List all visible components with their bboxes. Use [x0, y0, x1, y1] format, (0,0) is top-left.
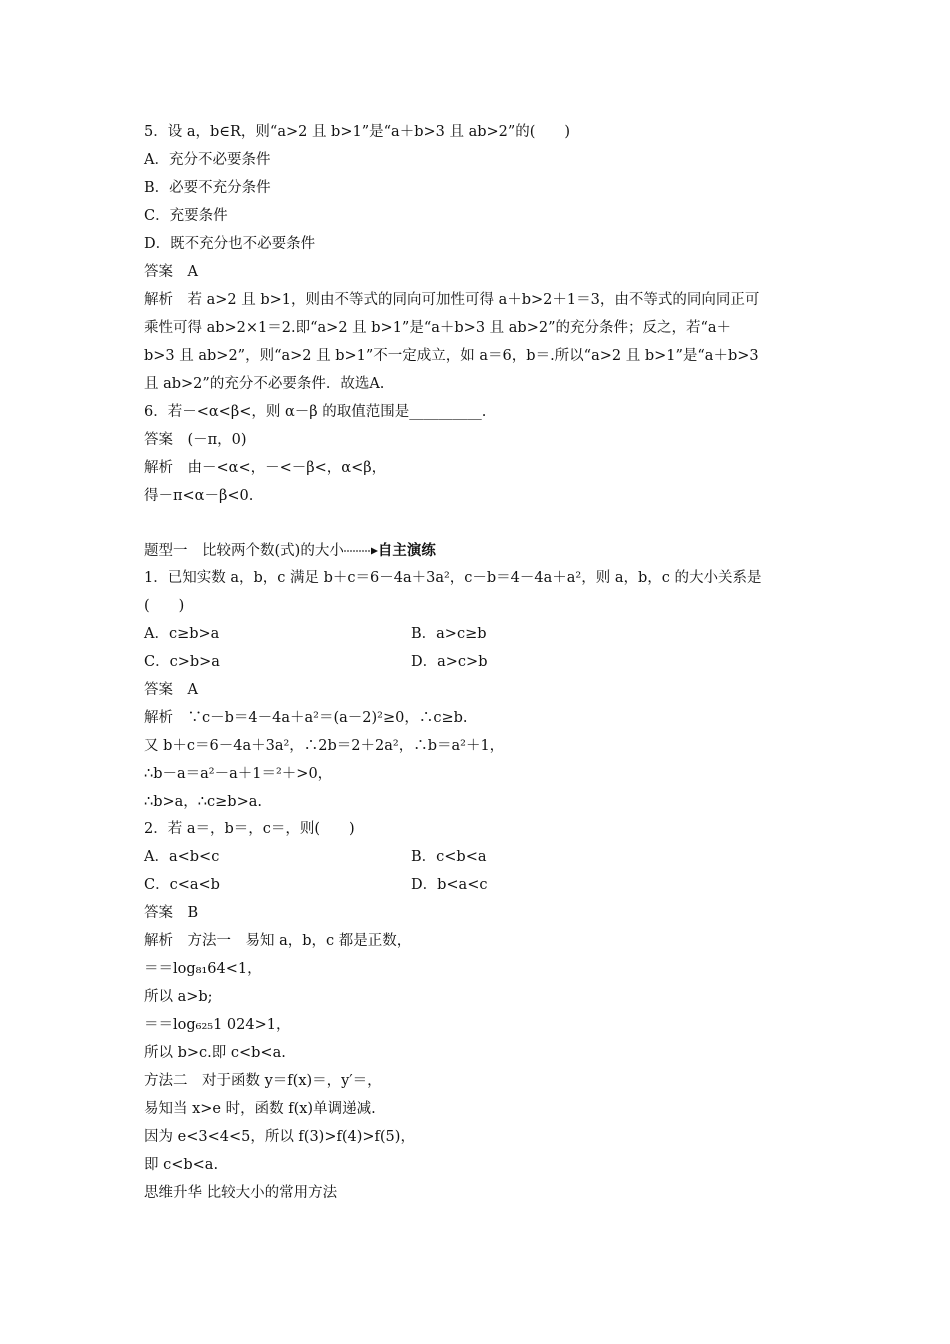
explanation-line: 解析 ∵c－b＝4－4a＋a²＝(a－2)²≥0，∴c≥b. — [144, 710, 468, 726]
explanation-line: 方法二 对于函数 y＝f(x)＝，y′＝， — [144, 1073, 382, 1089]
explanation-line: ∴b>a，∴c≥b>a. — [144, 794, 262, 810]
option-a: A．a<b<c — [144, 849, 220, 865]
explanation-line: b>3 且 ab>2”，则“a>2 且 b>1”不一定成立，如 a＝6，b＝.所以“a>2 且 b>1”是“a＋b>3 — [144, 348, 759, 364]
answer: 答案 A — [144, 264, 198, 280]
option-d: D．b<a<c — [411, 877, 488, 893]
answer: 答案 (－π，0) — [144, 432, 247, 448]
option-c: C．c>b>a — [144, 654, 220, 670]
question-5: 5．设 a，b∈R，则“a>2 且 b>1”是“a＋b>3 且 ab>2”的( ) — [144, 124, 571, 140]
option-c: C．充要条件 — [144, 208, 228, 224]
section-heading — [144, 541, 436, 561]
option-a: A．充分不必要条件 — [144, 152, 271, 168]
option-a: A．c≥b>a — [144, 626, 220, 642]
explanation-line: ＝＝log₈₁64<1， — [144, 961, 262, 977]
option-d: D．a>c>b — [411, 654, 488, 670]
problem-2: 2．若 a＝，b＝，c＝，则( ) — [144, 821, 355, 837]
explanation-line: 所以 b>c.即 c<b<a. — [144, 1045, 286, 1061]
section-tag: 自主演练 — [377, 543, 436, 559]
arrow-right-icon — [344, 546, 378, 556]
problem-1-paren: ( ) — [144, 598, 185, 614]
explanation-line: 因为 e<3<4<5，所以 f(3)>f(4)>f(5)， — [144, 1129, 415, 1145]
explanation-line: 解析 方法一 易知 a，b，c 都是正数， — [144, 933, 412, 949]
section-title: 题型一 比较两个数(式)的大小 — [144, 543, 344, 559]
explanation-line: 乘性可得 ab>2×1＝2.即“a>2 且 b>1”是“a＋b>3 且 ab>2”的充分条件；反之，若“a＋ — [144, 320, 732, 336]
question-6: 6．若－<α<β<，则 α－β 的取值范围是__________. — [144, 404, 487, 420]
problem-1: 1．已知实数 a，b，c 满足 b＋c＝6－4a＋3a²，c－b＝4－4a＋a²，则 a，b，c 的大小关系是 — [144, 570, 762, 586]
explanation-line: 易知当 x>e 时，函数 f(x)单调递减. — [144, 1101, 376, 1117]
explanation-line: ∴b－a＝a²－a＋1＝²＋>0， — [144, 766, 333, 782]
explanation-line: ＝＝log₆₂₅1 024>1， — [144, 1017, 291, 1033]
explanation-line: 且 ab>2”的充分不必要条件．故选A. — [144, 376, 385, 392]
option-b: B．c<b<a — [411, 849, 487, 865]
option-b: B．必要不充分条件 — [144, 180, 271, 196]
option-c: C．c<a<b — [144, 877, 220, 893]
explanation-line: 解析 若 a>2 且 b>1，则由不等式的同向可加性可得 a＋b>2＋1＝3，由不等式的同向同正可 — [144, 292, 760, 308]
explanation-line: 即 c<b<a. — [144, 1157, 219, 1173]
explanation-line: 解析 由－<α<，－<－β<，α<β， — [144, 460, 387, 476]
explanation-line: 得－π<α－β<0. — [144, 488, 254, 504]
summary-heading: 思维升华 比较大小的常用方法 — [144, 1185, 338, 1201]
option-d: D．既不充分也不必要条件 — [144, 236, 316, 252]
explanation-line: 又 b＋c＝6－4a＋3a²，∴2b＝2＋2a²，∴b＝a²＋1， — [144, 738, 505, 754]
explanation-line: 所以 a>b; — [144, 989, 213, 1005]
answer: 答案 B — [144, 905, 199, 921]
option-b: B．a>c≥b — [411, 626, 487, 642]
answer: 答案 A — [144, 682, 198, 698]
